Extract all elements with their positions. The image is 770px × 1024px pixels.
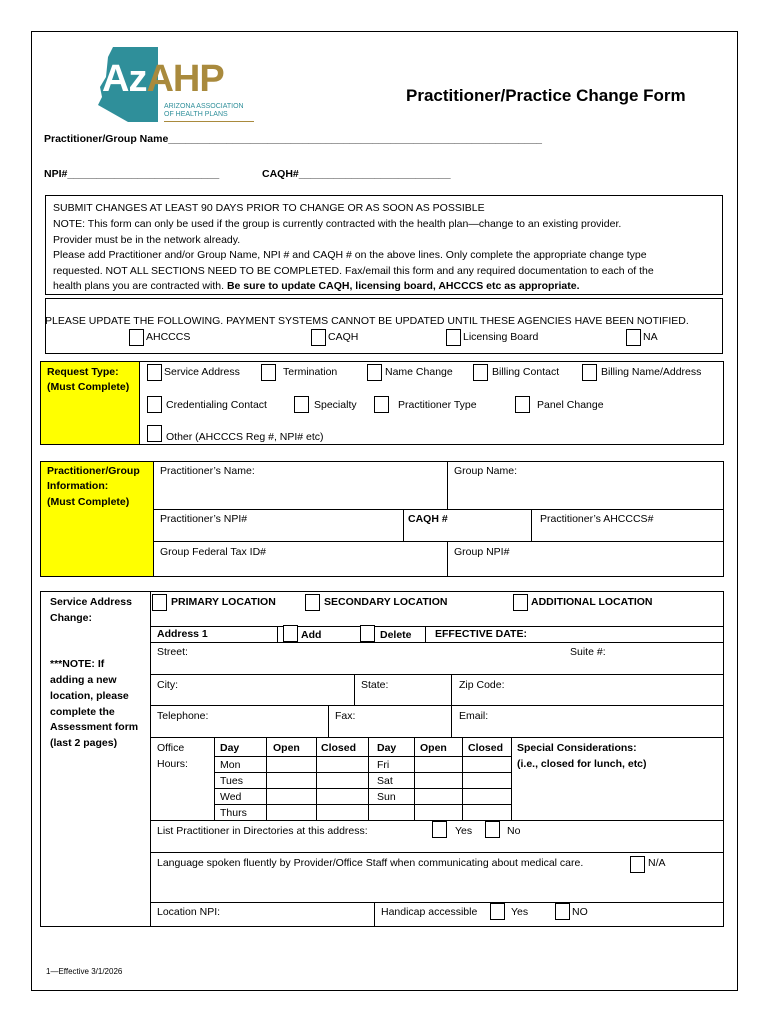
service-address-checkbox[interactable] xyxy=(147,364,162,381)
sa-v-addr2 xyxy=(425,626,426,642)
handicap-yes-label: Yes xyxy=(511,906,529,918)
sa-rule-lang xyxy=(150,902,724,903)
service-address-label2: Change: xyxy=(50,612,92,624)
service-address-label1: Service Address xyxy=(50,596,132,608)
notice-line1: SUBMIT CHANGES AT LEAST 90 DAYS PRIOR TO CHANGE OR AS SOON AS POSSIBLE xyxy=(53,202,485,214)
credentialing-contact-label: Credentialing Contact xyxy=(166,399,267,411)
handicap-no-label: NO xyxy=(572,906,588,918)
group-info-vrule1 xyxy=(447,461,448,509)
group-npi-field[interactable]: Group NPI# xyxy=(454,546,510,558)
directories-yes-checkbox[interactable] xyxy=(432,821,447,838)
sa-rule-top xyxy=(150,626,724,627)
secondary-location-checkbox[interactable] xyxy=(305,594,320,611)
day-header-right: Day xyxy=(377,742,397,754)
language-na-checkbox[interactable] xyxy=(630,856,645,873)
group-info-label2: Information: xyxy=(47,480,109,492)
ahcccs-info-field[interactable]: Practitioner’s AHCCCS# xyxy=(540,513,654,525)
delete-checkbox[interactable] xyxy=(360,625,375,642)
note-line1: adding a new xyxy=(50,674,117,686)
hrs-v5 xyxy=(414,737,415,820)
billing-name-address-label: Billing Name/Address xyxy=(601,366,702,378)
licensing-board-checkbox[interactable] xyxy=(446,329,461,346)
group-name-field[interactable]: Practitioner/Group Name________________________________________________________________ xyxy=(44,133,543,145)
day-mon: Mon xyxy=(220,759,241,771)
caqh-field[interactable]: CAQH#__________________________ xyxy=(262,168,451,180)
practitioner-type-checkbox[interactable] xyxy=(374,396,389,413)
licensing-board-label: Licensing Board xyxy=(463,331,539,343)
sa-rule-tel xyxy=(150,737,724,738)
hrs-h1 xyxy=(214,756,511,757)
special-considerations-label: Special Considerations: xyxy=(517,742,637,754)
note-line2: location, please xyxy=(50,690,129,702)
billing-contact-label: Billing Contact xyxy=(492,366,560,378)
caqh-checkbox[interactable] xyxy=(311,329,326,346)
billing-name-address-checkbox[interactable] xyxy=(582,364,597,381)
effective-date-field[interactable]: EFFECTIVE DATE: xyxy=(435,628,527,640)
directories-no-checkbox[interactable] xyxy=(485,821,500,838)
na-label: NA xyxy=(643,331,658,343)
billing-contact-checkbox[interactable] xyxy=(473,364,488,381)
notice-line3: Provider must be in the network already. xyxy=(53,234,241,246)
directories-no-label: No xyxy=(507,825,521,837)
other-label: Other (AHCCCS Reg #, NPI# etc) xyxy=(166,431,324,443)
caqh-label: CAQH xyxy=(328,331,359,343)
panel-change-checkbox[interactable] xyxy=(515,396,530,413)
sa-v-tel1 xyxy=(328,705,329,737)
hrs-v1 xyxy=(214,737,215,820)
hrs-v6 xyxy=(462,737,463,820)
email-field[interactable]: Email: xyxy=(459,710,489,722)
sa-v-city1 xyxy=(354,674,355,705)
note-line5: (last 2 pages) xyxy=(50,737,118,749)
hrs-h3 xyxy=(214,788,511,789)
group-info-label3: (Must Complete) xyxy=(47,496,130,508)
ahcccs-label: AHCCCS xyxy=(146,331,191,343)
npi-field[interactable]: NPI#__________________________ xyxy=(44,168,220,180)
hrs-v7 xyxy=(511,737,512,820)
termination-label: Termination xyxy=(283,366,338,378)
day-wed: Wed xyxy=(220,791,242,803)
language-na-label: N/A xyxy=(648,857,666,869)
practitioner-name-field[interactable]: Practitioner’s Name: xyxy=(160,465,255,477)
directories-yes-label: Yes xyxy=(455,825,473,837)
open-header-left: Open xyxy=(273,742,300,754)
name-change-label: Name Change xyxy=(385,366,453,378)
sa-rule-city xyxy=(150,705,724,706)
location-npi-field[interactable]: Location NPI: xyxy=(157,906,221,918)
suite-field[interactable]: Suite #: xyxy=(570,646,606,658)
tax-id-field[interactable]: Group Federal Tax ID# xyxy=(160,546,267,558)
notice-line6b: Be sure to update CAQH, licensing board, AHCCCS etc as appropriate. xyxy=(226,280,580,292)
add-label: Add xyxy=(301,629,322,641)
group-info-vrule4 xyxy=(447,541,448,577)
primary-location-checkbox[interactable] xyxy=(152,594,167,611)
hrs-v3 xyxy=(316,737,317,820)
sa-v-city2 xyxy=(451,674,452,705)
other-checkbox[interactable] xyxy=(147,425,162,442)
day-tues: Tues xyxy=(220,775,243,787)
additional-location-checkbox[interactable] xyxy=(513,594,528,611)
city-field[interactable]: City: xyxy=(157,679,178,691)
open-header-right: Open xyxy=(420,742,447,754)
delete-label: Delete xyxy=(380,629,412,641)
panel-change-label: Panel Change xyxy=(537,399,604,411)
logo-line1: ARIZONA ASSOCIATION xyxy=(164,103,244,110)
notice-line6a: health plans you are contracted with. xyxy=(53,280,227,292)
termination-checkbox[interactable] xyxy=(261,364,276,381)
sa-v-loc xyxy=(374,902,375,927)
handicap-label: Handicap accessible xyxy=(381,906,478,918)
language-label: Language spoken fluently by Provider/Office Staff when communicating about medical care. xyxy=(157,857,584,869)
day-header-left: Day xyxy=(220,742,240,754)
update-heading: PLEASE UPDATE THE FOLLOWING. PAYMENT SYSTEMS CANNOT BE UPDATED UNTIL THESE AGENCIES HAVE BEEN NOTIFIED. xyxy=(45,315,689,327)
note-line4: Assessment form xyxy=(50,721,139,733)
closed-header-left: Closed xyxy=(321,742,357,754)
logo-mark: AzAHP xyxy=(102,58,224,100)
notice-line2: NOTE: This form can only be used if the group is currently contracted with the health plan—change to an existing provider. xyxy=(53,218,622,230)
primary-location-label: PRIMARY LOCATION xyxy=(171,596,276,608)
specialty-label: Specialty xyxy=(314,399,357,411)
request-type-divider xyxy=(139,361,140,445)
note-line3: complete the xyxy=(50,706,115,718)
credentialing-contact-checkbox[interactable] xyxy=(147,396,162,413)
address1-label: Address 1 xyxy=(157,628,208,640)
notice-line6 xyxy=(53,280,580,293)
handicap-yes-checkbox[interactable] xyxy=(490,903,505,920)
day-thurs: Thurs xyxy=(220,807,247,819)
group-name-info-field[interactable]: Group Name: xyxy=(454,465,518,477)
note-line0: ***NOTE: If xyxy=(50,658,105,670)
street-field[interactable]: Street: xyxy=(157,646,188,658)
fax-field[interactable]: Fax: xyxy=(335,710,356,722)
practitioner-npi-field[interactable]: Practitioner’s NPI# xyxy=(160,513,248,525)
na-checkbox[interactable] xyxy=(626,329,641,346)
group-info-divider xyxy=(153,461,154,577)
day-fri: Fri xyxy=(377,759,390,771)
special-considerations-hint: (i.e., closed for lunch, etc) xyxy=(517,758,647,770)
azahp-logo xyxy=(98,47,268,125)
ahcccs-checkbox[interactable] xyxy=(129,329,144,346)
notice-line5: requested. NOT ALL SECTIONS NEED TO BE COMPLETED. Fax/email this form and any required documentation to each of the xyxy=(53,265,654,277)
sa-rule-street xyxy=(150,674,724,675)
zip-field[interactable]: Zip Code: xyxy=(459,679,505,691)
sa-v-addr1 xyxy=(277,626,278,642)
closed-header-right: Closed xyxy=(468,742,504,754)
sa-v-tel2 xyxy=(451,705,452,737)
notice-line4: Please add Practitioner and/or Group Name, NPI # and CAQH # on the above lines. Only complete the appropriate change type xyxy=(53,249,647,261)
directories-label: List Practitioner in Directories at this address: xyxy=(157,825,368,837)
group-info-vrule2 xyxy=(403,509,404,541)
hrs-v4 xyxy=(368,737,369,820)
hrs-h4 xyxy=(214,804,511,805)
add-checkbox[interactable] xyxy=(283,625,298,642)
day-sat: Sat xyxy=(377,775,393,787)
request-type-must: (Must Complete) xyxy=(47,381,130,393)
additional-location-label: ADDITIONAL LOCATION xyxy=(531,596,653,608)
hrs-h2 xyxy=(214,772,511,773)
day-sun: Sun xyxy=(377,791,396,803)
telephone-field[interactable]: Telephone: xyxy=(157,710,209,722)
sa-rule-addr xyxy=(150,642,724,643)
sa-rule-dir xyxy=(150,852,724,853)
service-address-label: Service Address xyxy=(164,366,240,378)
office-label: Office xyxy=(157,742,185,754)
caqh-info-field[interactable]: CAQH # xyxy=(408,513,448,525)
footer-text: 1—Effective 3/1/2026 xyxy=(46,967,123,976)
request-type-label: Request Type: xyxy=(47,366,119,378)
hrs-v2 xyxy=(266,737,267,820)
form-title: Practitioner/Practice Change Form xyxy=(406,86,686,105)
group-info-label1: Practitioner/Group xyxy=(47,465,140,477)
secondary-location-label: SECONDARY LOCATION xyxy=(324,596,448,608)
handicap-no-checkbox[interactable] xyxy=(555,903,570,920)
group-info-rule1 xyxy=(153,509,724,510)
group-info-rule2 xyxy=(153,541,724,542)
specialty-checkbox[interactable] xyxy=(294,396,309,413)
logo-line2: OF HEALTH PLANS xyxy=(164,111,228,118)
name-change-checkbox[interactable] xyxy=(367,364,382,381)
state-field[interactable]: State: xyxy=(361,679,389,691)
hours-label: Hours: xyxy=(157,758,188,770)
practitioner-type-label: Practitioner Type xyxy=(398,399,477,411)
logo-underline xyxy=(164,121,254,122)
group-info-vrule3 xyxy=(531,509,532,541)
